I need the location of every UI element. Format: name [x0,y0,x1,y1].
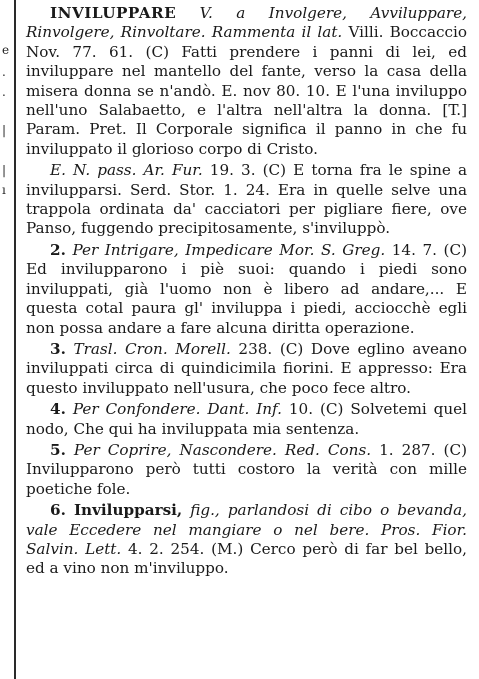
sense-2-label: Per Intrigare, Impedicare Mor. S. Greg. [72,240,386,259]
sense-3-number: 3. [50,339,66,358]
sense-5-label: Per Coprire, Nascondere. Red. Cons. [73,440,372,459]
sense-pass [26,161,467,239]
sense-2-number: 2. [50,240,66,259]
margin-mark: . [2,65,6,79]
sense-2 [26,241,467,338]
definition-body: Villi. Boccaccio Nov. 77. 61. (C) Fatti prendere i panni di lei, ed inviluppare nel mantello del fante, verso la casa della misera donna se n'andò. E. nov 80. 10. E l'una inviluppo nell'uno Salabaetto, e l'altra nell'altra la donna. [T.] Param. Pret. Il Corporale significa il panno in che fu inviluppato il glorioso corpo di Cristo. [26,23,468,158]
sense-pass-body: 19. 3. (C) E torna fra le spine a invilupparsi. Serd. Stor. 1. 24. Era in quelle selve una trappola ordinata da' cacciatori per pigliare fiere, ove Panso, fuggendo precipitosamente, s'inviluppò. [26,161,467,238]
margin-mark: . [2,85,6,99]
sense-4-label: Per Confondere. Dant. Inf. [72,400,282,419]
margin-mark: ı [2,183,6,197]
headword: INVILUPPARE [50,4,177,22]
margin-mark: | [2,123,7,137]
entry-main [26,4,467,159]
sense-6-term: Invilupparsi, [73,501,183,520]
sense-pass-label: E. N. pass. Ar. Fur. [50,161,203,180]
sense-3 [26,340,467,398]
margin-mark: | [2,163,7,177]
sense-6-label: fig., parlandosi di cibo o bevanda, vale Eccedere nel mangiare o nel bere. Pros. Fior. Salvin. Lett. [26,501,468,558]
sense-3-label: Trasl. Cron. Morell. [73,339,231,358]
sense-4 [26,400,467,439]
definition-intro: V. a Involgere, Avviluppare, Rinvolgere, Rinvoltare. Rammenta il lat. [26,4,468,42]
sense-5-body: 1. 287. (C) Invilupparono però tutti costoro la verità con mille poetiche fole. [26,440,468,498]
entry-text [26,4,467,579]
sense-6-number: 6. [50,501,66,520]
sense-6 [26,501,467,579]
margin-rule [14,0,16,679]
margin-mark: e [2,43,10,57]
sense-2-body: 14. 7. (C) Ed invilupparono i piè suoi: quando i piedi sono inviluppati, già l'uomo non è libero ad andare,... E questa cotal paura gl' inviluppa i piedi, acciocchè egli non possa andare a fare alcuna diritta operazione. [26,240,467,337]
sense-4-number: 4. [50,400,66,419]
sense-5-number: 5. [50,440,66,459]
sense-6-body: 4. 2. 254. (M.) Cerco però di far bel bello, ed a vino non m'inviluppo. [26,539,467,578]
sense-5 [26,441,467,499]
margin-marks [0,0,12,679]
sense-4-body: 10. (C) Solvetemi quel nodo, Che qui ha inviluppata mia sentenza. [26,400,468,438]
sense-3-body: 238. (C) Dove eglino aveano inviluppati circa di quindicimila fiorini. E appresso: Era questo inviluppato nell'usura, che poco fece altro. [26,339,468,397]
